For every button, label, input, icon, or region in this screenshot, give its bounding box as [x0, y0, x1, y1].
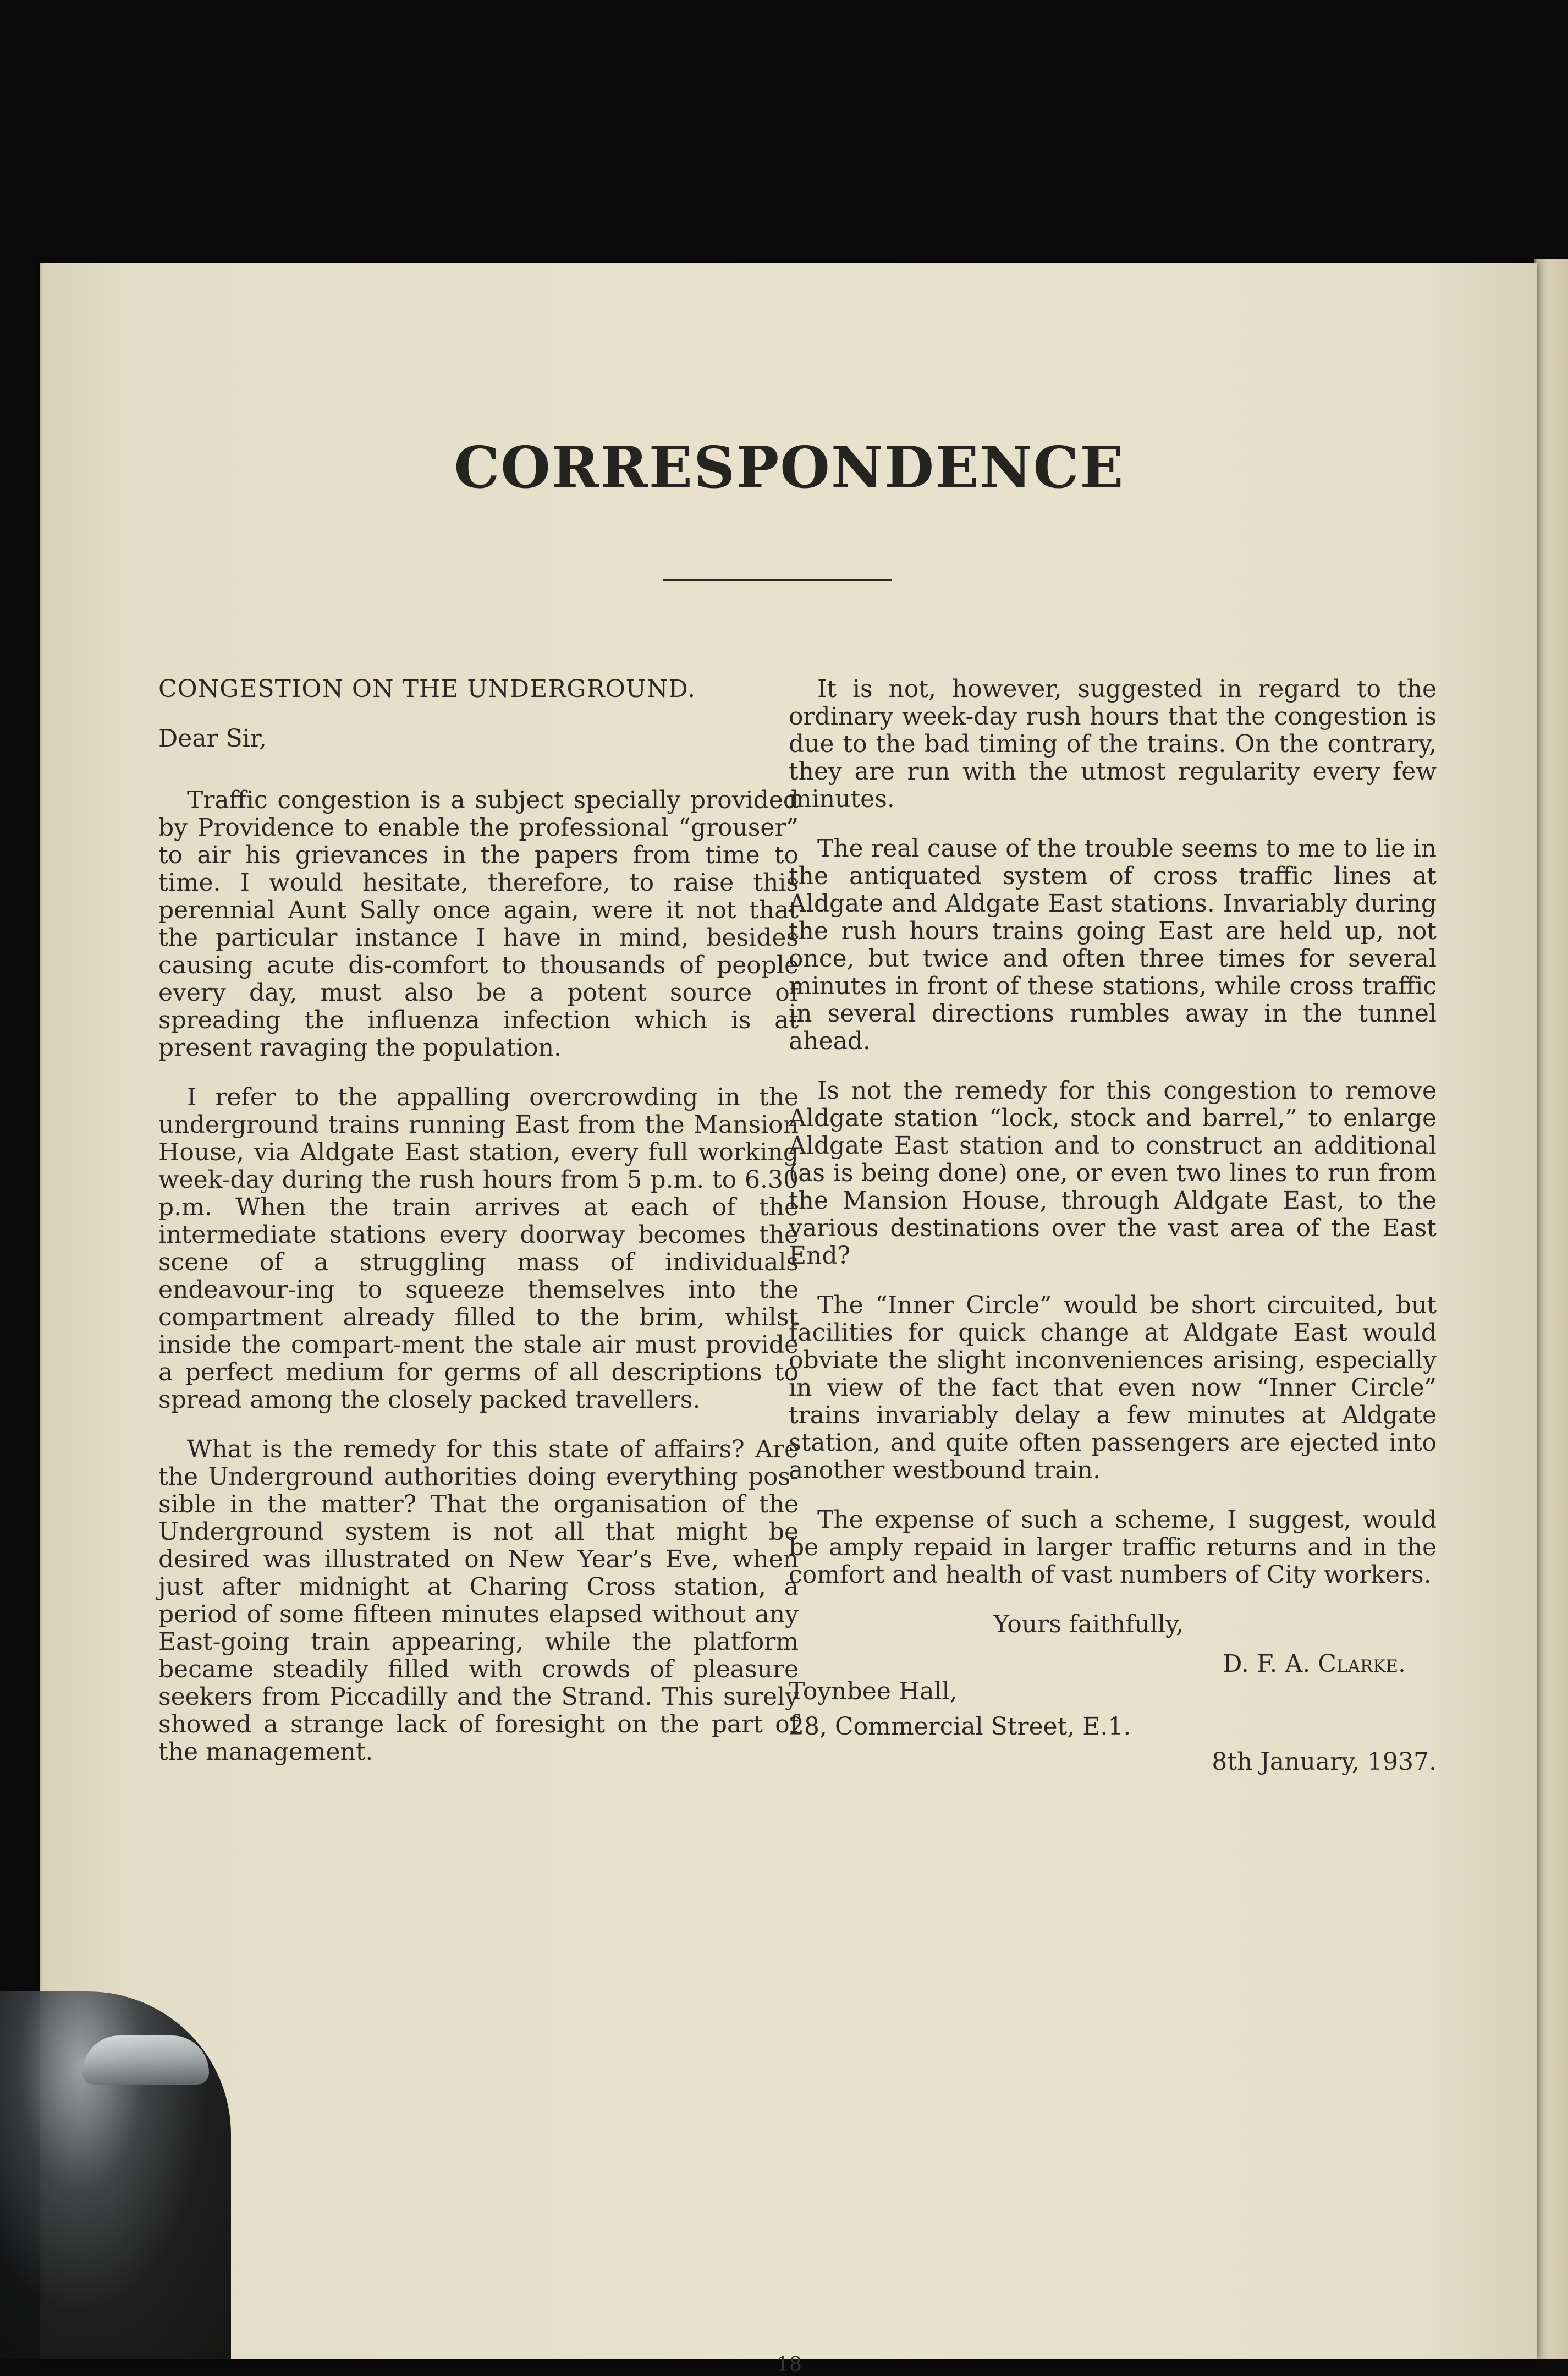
left-column: [158, 676, 799, 1788]
page-number: 18: [777, 2353, 802, 2376]
letter-paragraph: What is the remedy for this state of affairs? Are the Underground authorities doing everything pos‐sible in the matter? That the organisation of the Underground system is not all that might be desired was illustrated on New Year’s Eve, when just after midnight at Charing Cross station, a period of some fifteen minutes elapsed without any East‐going train appearing, while the platform became steadily filled with crowds of pleasure seekers from Piccadilly and the Strand. This surely showed a strange lack of foresight on the part of the management.: [158, 1435, 799, 1766]
letter-paragraph: I refer to the appalling overcrowding in the underground trains running East from the Mansion House, via Aldgate East station, every full working week-day during the rush hours from 5 p.m. to 6.30 p.m. When the train arrives at each of the intermediate stations every doorway becomes the scene of a struggling mass of individuals endeavour‐ing to squeeze themselves into the compartment already filled to the brim, whilst inside the compart‐ment the stale air must provide a perfect medium for germs of all descriptions to spread among the closely packed travellers.: [158, 1083, 799, 1414]
letter-paragraph: Traffic congestion is a subject specially provided by Providence to enable the professional “grouser” to air his grievances in the papers from time to time. I would hesitate, therefore, to raise this perennial Aunt Sally once again, were it not that the particular instance I have in mind, besides causing acute dis‐comfort to thousands of people every day, must also be a potent source of spreading the influenza infection which is at present ravaging the population.: [158, 786, 799, 1062]
letter-paragraph: The “Inner Circle” would be short circuited, but facilities for quick change at Aldgate East would obviate the slight inconveniences arising, especially in view of the fact that even now “Inner Circle” trains invariably delay a few minutes at Aldgate station, and quite often passengers are ejected into another westbound train.: [789, 1291, 1437, 1484]
letter-date: 8th January, 1937.: [1212, 1748, 1437, 1776]
right-column: [789, 676, 1437, 1776]
letter-paragraph: The real cause of the trouble seems to me to lie in the antiquated system of cross traffic lines at Aldgate and Aldgate East stations. Invariably during the rush hours trains going East are held up, not once, but twice and often three times for several minutes in front of these stations, while cross traffic in several directions rumbles away in the tunnel ahead.: [789, 835, 1437, 1055]
signature-name: D. F. A. Clarke.: [1223, 1650, 1406, 1678]
address-line: Toynbee Hall,: [789, 1677, 958, 1705]
address-line: 28, Commercial Street, E.1.: [789, 1713, 1131, 1741]
letter-paragraph: Is not the remedy for this congestion to remove Aldgate station “lock, stock and barrel,” to enlarge Aldgate East station and to construct an additional (as is being done) one, or even two lines to run from the Mansion House, through Aldgate East, to the various destinations over the vast area of the East End?: [789, 1077, 1437, 1270]
closing: Yours faithfully,: [993, 1610, 1184, 1638]
letter-heading: CONGESTION ON THE UNDERGROUND.: [158, 675, 696, 703]
salutation: Dear Sir,: [158, 725, 267, 753]
title-divider: [663, 579, 892, 581]
signature: [789, 1650, 1437, 1678]
letter-paragraph: It is not, however, suggested in regard to the ordinary week-day rush hours that the congestion is due to the bad timing of the trains. On the contrary, they are run with the utmost regularity every few minutes.: [789, 675, 1437, 813]
clip-highlight: [82, 2035, 209, 2085]
next-page-edge: [1534, 259, 1568, 2359]
letter-paragraph: The expense of such a scheme, I suggest, would be amply repaid in larger traffic returns and in the comfort and health of vast numbers of City workers.: [789, 1506, 1437, 1589]
magazine-page: [40, 263, 1537, 2376]
page-title: CORRESPONDENCE: [454, 434, 1125, 501]
